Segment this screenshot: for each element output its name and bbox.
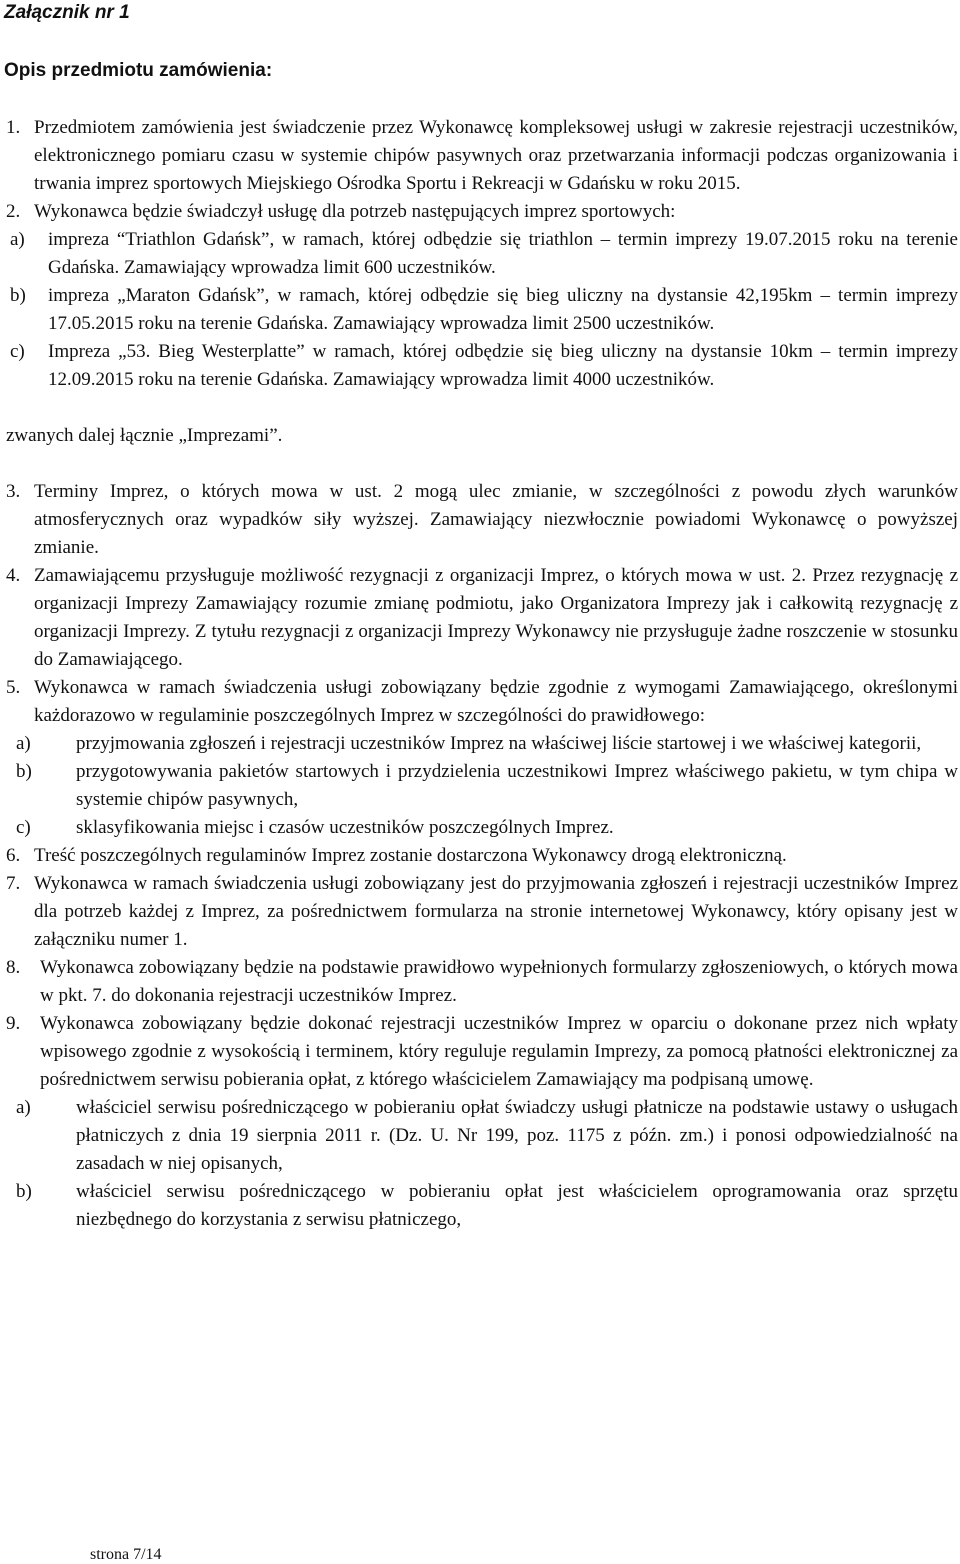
sub-item [6, 1178, 958, 1234]
closing-line: zwanych dalej łącznie „Imprezami”. [6, 425, 283, 446]
item-number: 1. [6, 117, 21, 138]
sub-item-letter: c) [10, 341, 25, 362]
spacer [6, 450, 958, 478]
item-text: Zamawiającemu przysługuje możliwość rezygnacji z organizacji Imprez, o których mowa w ust. 2. Przez rezygnację z organizacji Imprezy Zamawiający rozumie zmianę podmiotu, jako Organizatora Imprezy jak i całkowitą rezygnację z organizacji Imprezy. Z tytułu rezygnacji z organizacji Imprezy Wykonawcy nie przysługuje żadne roszczenie w stosunku do Zamawiającego. [34, 565, 958, 670]
sub-item-text: impreza “Triathlon Gdańsk”, w ramach, której odbędzie się triathlon – termin imprezy 19.07.2015 roku na terenie Gdańska. Zamawiający wprowadza limit 600 uczestników. [48, 229, 958, 278]
sub-item-text: Impreza „53. Bieg Westerplatte” w ramach, której odbędzie się bieg uliczny na dystansie 10km – termin imprezy 12.09.2015 roku na terenie Gdańska. Zamawiający wprowadza limit 4000 uczestników. [48, 341, 958, 390]
list-item [6, 114, 958, 198]
sub-item-text: właściciel serwisu pośredniczącego w pobieraniu opłat jest właścicielem oprogramowania oraz sprzętu niezbędnego do korzystania z serwisu płatniczego, [76, 1181, 958, 1230]
sub-item-letter: c) [16, 817, 31, 838]
item-text: Wykonawca zobowiązany będzie na podstawie prawidłowo wypełnionych formularzy zgłoszeniowych, o których mowa w pkt. 7. do dokonania rejestracji uczestników Imprez. [40, 957, 958, 1006]
sub-item-text: sklasyfikowania miejsc i czasów uczestników poszczególnych Imprez. [76, 817, 614, 838]
annex-heading: Załącznik nr 1 [4, 2, 130, 23]
sub-item-text: impreza „Maraton Gdańsk”, w ramach, której odbędzie się bieg uliczny na dystansie 42,195km – termin imprezy 17.05.2015 roku na terenie Gdańska. Zamawiający wprowadza limit 2500 uczestników. [48, 285, 958, 334]
sub-item-text: przygotowywania pakietów startowych i przydzielenia uczestnikowi Imprez właściwego pakietu, w tym chipa w systemie chipów pasywnych, [76, 761, 958, 810]
item-text: Treść poszczególnych regulaminów Imprez zostanie dostarczona Wykonawcy drogą elektroniczną. [34, 845, 787, 866]
sub-item-letter: b) [16, 1181, 32, 1202]
document-body [6, 114, 958, 1234]
sub-item [6, 282, 958, 338]
sub-item-letter: b) [16, 761, 32, 782]
list-item [6, 870, 958, 954]
list-item [6, 842, 958, 870]
list-item [6, 478, 958, 562]
list-item [6, 1010, 958, 1094]
sub-item [6, 1094, 958, 1178]
item-number: 9. [6, 1013, 21, 1034]
list-item [6, 674, 958, 730]
sub-item [6, 814, 958, 842]
item-number: 8. [6, 957, 21, 978]
item-text: Wykonawca w ramach świadczenia usługi zobowiązany jest do przyjmowania zgłoszeń i rejestracji uczestników Imprez dla potrzeb każdej z Imprez, za pośrednictwem formularza na stronie internetowej Wykonawcy, który opisany jest w załączniku numer 1. [34, 873, 958, 950]
subject-heading: Opis przedmiotu zamówienia: [4, 60, 273, 81]
sub-item-letter: a) [10, 229, 25, 250]
sub-item-letter: a) [16, 733, 31, 754]
list-item [6, 954, 958, 1010]
item-number: 4. [6, 565, 21, 586]
item-number: 5. [6, 677, 21, 698]
list-item [6, 562, 958, 674]
sub-item [6, 338, 958, 394]
item-text: Wykonawca w ramach świadczenia usługi zobowiązany będzie zgodnie z wymogami Zamawiającego, określonymi każdorazowo w regulaminie poszczególnych Imprez w szczególności do prawidłowego: [34, 677, 958, 726]
item-number: 3. [6, 481, 21, 502]
sub-item-text: właściciel serwisu pośredniczącego w pobieraniu opłat świadczy usługi płatnicze na podstawie ustawy o usługach płatniczych z dnia 19 sierpnia 2011 r. (Dz. U. Nr 199, poz. 1175 z późn. zm.) i ponosi odpowiedzialność na zasadach w niej opisanych, [76, 1097, 958, 1174]
item-number: 6. [6, 845, 21, 866]
item-number: 7. [6, 873, 21, 894]
page-number: strona 7/14 [90, 1546, 162, 1563]
sub-item-text: przyjmowania zgłoszeń i rejestracji uczestników Imprez na właściwej liście startowej i we właściwej kategorii, [76, 733, 922, 754]
item-text: Terminy Imprez, o których mowa w ust. 2 mogą ulec zmianie, w szczególności z powodu złych warunków atmosferycznych oraz wypadków siły wyższej. Zamawiający niezwłocznie powiadomi Wykonawcę o powyższej zmianie. [34, 481, 958, 558]
sub-item [6, 730, 958, 758]
sub-item [6, 226, 958, 282]
list-item [6, 198, 958, 226]
spacer [6, 394, 958, 422]
sub-item-letter: a) [16, 1097, 31, 1118]
sub-item [6, 758, 958, 814]
item-text: Wykonawca zobowiązany będzie dokonać rejestracji uczestników Imprez w oparciu o dokonane przez nich wpłaty wpisowego zgodnie z wysokością i terminem, który reguluje regulamin Imprezy, za pomocą płatności elektronicznej za pośrednictwem serwisu pobierania opłat, z którego właścicielem Zamawiający ma podpisaną umowę. [40, 1013, 958, 1090]
item-number: 2. [6, 201, 21, 222]
item-text: Wykonawca będzie świadczył usługę dla potrzeb następujących imprez sportowych: [34, 201, 676, 222]
item-text: Przedmiotem zamówienia jest świadczenie przez Wykonawcę kompleksowej usługi w zakresie rejestracji uczestników, elektronicznego pomiaru czasu w systemie chipów pasywnych oraz przetwarzania informacji podczas organizowania i trwania imprez sportowych Miejskiego Ośrodka Sportu i Rekreacji w Gdańsku w roku 2015. [34, 117, 958, 194]
sub-item-letter: b) [10, 285, 26, 306]
